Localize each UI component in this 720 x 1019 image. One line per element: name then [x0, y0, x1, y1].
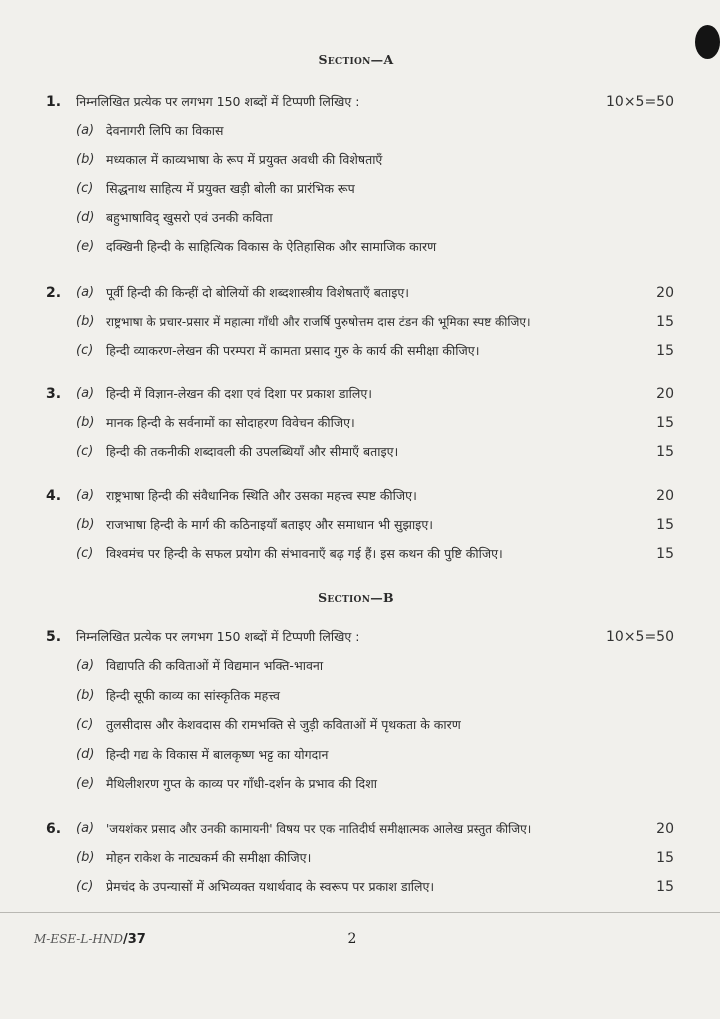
question-1-part-c: [0, 179, 720, 199]
part-label: (e): [76, 239, 95, 254]
part-text: हिन्दी की तकनीकी शब्दावली की उपलब्धियाँ और सीमाएँ बताइए।: [106, 444, 399, 459]
paper-code-number: /37: [122, 932, 146, 947]
part-marks: 15: [656, 517, 674, 533]
part-label: (c): [76, 444, 94, 459]
part-label: (c): [76, 546, 94, 561]
question-1-part-a: [0, 121, 720, 141]
question-4-part-a: [0, 486, 720, 506]
part-marks: 20: [656, 821, 674, 837]
question-5-part-d: [0, 745, 720, 765]
part-text: हिन्दी में विज्ञान-लेखन की दशा एवं दिशा पर प्रकाश डालिए।: [106, 386, 373, 401]
part-text: 'जयशंकर प्रसाद और उनकी कामायनी' विषय पर एक नातिदीर्घ समीक्षात्मक आलेख प्रस्तुत कीजिए।: [106, 822, 532, 836]
question-text: निम्नलिखित प्रत्येक पर लगभग 150 शब्दों में टिप्पणी लिखिए :: [76, 629, 360, 644]
part-label: (a): [76, 658, 95, 673]
part-label: (b): [76, 415, 95, 430]
part-label: (c): [76, 879, 94, 894]
part-text: राष्ट्रभाषा हिन्दी की संवैधानिक स्थिति और उसका महत्त्व स्पष्ट कीजिए।: [106, 488, 417, 503]
part-marks: 15: [656, 879, 674, 895]
part-text: प्रेमचंद के उपन्यासों में अभिव्यक्त यथार्थवाद के स्वरूप पर प्रकाश डालिए।: [106, 879, 435, 894]
part-text: तुलसीदास और केशवदास की रामभक्ति से जुड़ी कविताओं में पृथकता के कारण: [106, 717, 461, 732]
question-number: 3.: [46, 386, 62, 402]
paper-code-text: M-ESE-L-HND: [34, 932, 123, 946]
part-text: हिन्दी गद्य के विकास में बालकृष्ण भट्ट का योगदान: [106, 747, 329, 762]
part-text: मैथिलीशरण गुप्त के काव्य पर गाँधी-दर्शन के प्रभाव की दिशा: [106, 776, 377, 791]
question-3-part-b: [0, 413, 720, 433]
part-marks: 20: [656, 488, 674, 504]
part-label: (a): [76, 386, 95, 401]
question-1-part-b: [0, 150, 720, 170]
question-number: 5.: [46, 629, 62, 645]
part-label: (c): [76, 343, 94, 358]
part-label: (b): [76, 152, 95, 167]
question-6-part-c: [0, 877, 720, 897]
part-text: देवनागरी लिपि का विकास: [106, 123, 224, 138]
question-number: 4.: [46, 488, 62, 504]
part-text: विश्वमंच पर हिन्दी के सफल प्रयोग की संभावनाएँ बढ़ गई हैं। इस कथन की पुष्टि कीजिए।: [106, 546, 503, 561]
part-label: (b): [76, 517, 95, 532]
question-6-part-a: [0, 819, 720, 839]
part-marks: 20: [656, 386, 674, 402]
part-label: (a): [76, 285, 95, 300]
part-text: हिन्दी सूफी काव्य का सांस्कृतिक महत्त्व: [106, 688, 281, 703]
part-marks: 15: [656, 546, 674, 562]
part-marks: 15: [656, 343, 674, 359]
question-6-part-b: [0, 848, 720, 868]
part-text: राजभाषा हिन्दी के मार्ग की कठिनाइयाँ बताइए और समाधान भी सुझाइए।: [106, 517, 433, 532]
question-number: 2.: [46, 285, 62, 301]
part-label: (d): [76, 210, 95, 225]
question-5-part-b: [0, 686, 720, 706]
page-number: 2: [347, 931, 357, 947]
question-2-part-c: [0, 341, 720, 361]
question-1-part-e: [0, 237, 720, 257]
part-label: (c): [76, 181, 94, 196]
part-text: विद्यापति की कविताओं में विद्यमान भक्ति-भावना: [106, 658, 324, 673]
part-label: (e): [76, 776, 95, 791]
section-b-heading: Section—B: [318, 590, 394, 605]
part-label: (a): [76, 123, 95, 138]
question-5: [0, 627, 720, 647]
question-text: निम्नलिखित प्रत्येक पर लगभग 150 शब्दों में टिप्पणी लिखिए :: [76, 94, 360, 109]
part-text: मध्यकाल में काव्यभाषा के रूप में प्रयुक्त अवधी की विशेषताएँ: [106, 152, 383, 167]
question-3-part-a: [0, 384, 720, 404]
part-text: सिद्धनाथ साहित्य में प्रयुक्त खड़ी बोली का प्रारंभिक रूप: [106, 181, 355, 196]
question-4-part-b: [0, 515, 720, 535]
section-a-heading: Section—A: [318, 52, 394, 67]
part-text: राष्ट्रभाषा के प्रचार-प्रसार में महात्मा गाँधी और राजर्षि पुरुषोत्तम दास टंडन की भूमिका स्पष्ट कीजिए।: [106, 315, 531, 329]
part-marks: 15: [656, 850, 674, 866]
part-label: (c): [76, 717, 94, 732]
part-text: मानक हिन्दी के सर्वनामों का सोदाहरण विवेचन कीजिए।: [106, 415, 355, 430]
part-text: दक्खिनी हिन्दी के साहित्यिक विकास के ऐतिहासिक और सामाजिक कारण: [106, 239, 437, 254]
part-marks: 15: [656, 444, 674, 460]
question-marks: 10×5=50: [606, 94, 674, 110]
footer-divider: [0, 912, 720, 913]
part-text: मोहन राकेश के नाट्यकर्म की समीक्षा कीजिए।: [106, 850, 312, 865]
question-number: 6.: [46, 821, 62, 837]
question-3-part-c: [0, 442, 720, 462]
question-number: 1.: [46, 94, 62, 110]
part-label: (b): [76, 688, 95, 703]
part-label: (a): [76, 488, 95, 503]
part-label: (b): [76, 850, 95, 865]
part-label: (a): [76, 821, 95, 836]
part-marks: 20: [656, 285, 674, 301]
part-text: हिन्दी व्याकरण-लेखन की परम्परा में कामता प्रसाद गुरु के कार्य की समीक्षा कीजिए।: [106, 343, 480, 358]
question-1: [0, 92, 720, 112]
part-marks: 15: [656, 314, 674, 330]
question-1-part-d: [0, 208, 720, 228]
question-5-part-a: [0, 656, 720, 676]
question-4-part-c: [0, 544, 720, 564]
part-label: (b): [76, 314, 95, 329]
question-5-part-c: [0, 715, 720, 735]
question-2-part-a: [0, 283, 720, 303]
part-text: बहुभाषाविद् खुसरो एवं उनकी कविता: [106, 210, 273, 225]
question-2-part-b: [0, 312, 720, 332]
part-label: (d): [76, 747, 95, 762]
part-text: पूर्वी हिन्दी की किन्हीं दो बोलियों की शब्दशास्त्रीय विशेषताएँ बताइए।: [106, 285, 409, 300]
question-5-part-e: [0, 774, 720, 794]
question-marks: 10×5=50: [606, 629, 674, 645]
part-marks: 15: [656, 415, 674, 431]
